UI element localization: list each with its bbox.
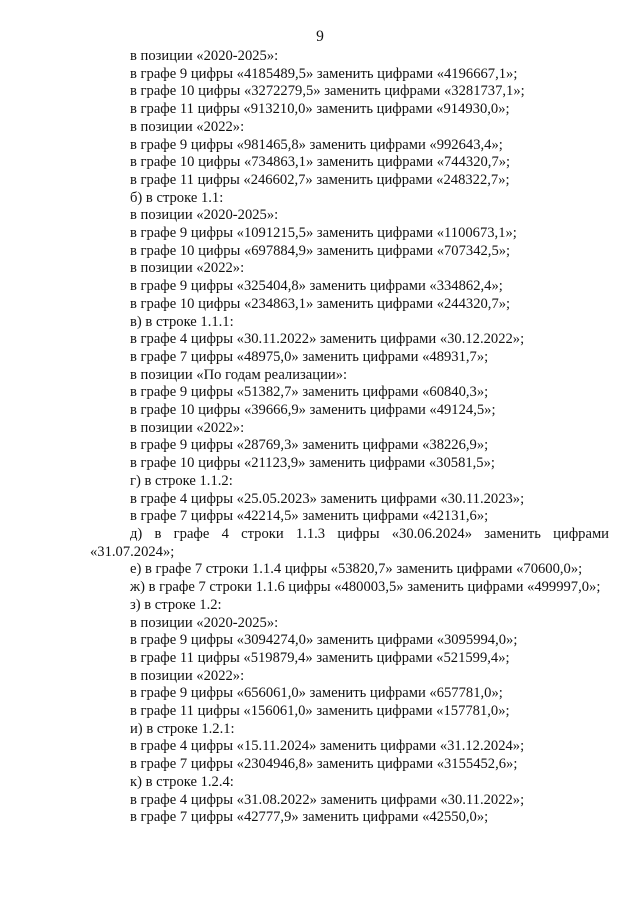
page-number: 9 (316, 28, 324, 45)
text-line: г) в строке 1.1.2: (130, 472, 233, 489)
text-line: в графе 9 цифры «1091215,5» заменить цифрами «1100673,1»; (130, 225, 517, 242)
text-line: в графе 9 цифры «51382,7» заменить цифрами «60840,3»; (130, 384, 489, 401)
text-line: в графе 11 цифры «519879,4» заменить цифрами «521599,4»; (130, 649, 510, 666)
text-line: в позиции «2022»: (130, 419, 245, 436)
text-line: в позиции «2020-2025»: (130, 207, 279, 224)
text-line: е) в графе 7 строки 1.1.4 цифры «53820,7» заменить цифрами «70600,0»; (130, 561, 583, 578)
text-line: в графе 9 цифры «3094274,0» заменить цифрами «3095994,0»; (130, 632, 518, 649)
text-line: в графе 9 цифры «325404,8» заменить цифрами «334862,4»; (130, 278, 503, 295)
text-line: в позиции «2022»: (130, 260, 245, 277)
text-line: в графе 10 цифры «3272279,5» заменить цифрами «3281737,1»; (130, 83, 525, 100)
text-line: в) в строке 1.1.1: (130, 313, 234, 330)
text-line: з) в строке 1.2: (130, 596, 222, 613)
text-line: в графе 10 цифры «697884,9» заменить цифрами «707342,5»; (130, 242, 511, 259)
text-line: и) в строке 1.2.1: (130, 720, 235, 737)
text-line: б) в строке 1.1: (130, 189, 224, 206)
text-line: в графе 7 цифры «42777,9» заменить цифрами «42550,0»; (130, 809, 489, 826)
text-line: в графе 11 цифры «156061,0» заменить цифрами «157781,0»; (130, 703, 510, 720)
text-line: в графе 4 цифры «31.08.2022» заменить цифрами «30.11.2022»; (130, 791, 525, 808)
text-line: в графе 11 цифры «246602,7» заменить цифрами «248322,7»; (130, 171, 510, 188)
text-line: в графе 4 цифры «30.11.2022» заменить цифрами «30.12.2022»; (130, 331, 525, 348)
text-line: в графе 10 цифры «21123,9» заменить цифрами «30581,5»; (130, 455, 495, 472)
text-line: в графе 4 цифры «25.05.2023» заменить цифрами «30.11.2023»; (130, 490, 525, 507)
text-line: в графе 7 цифры «2304946,8» заменить цифрами «3155452,6»; (130, 756, 518, 773)
text-line: в графе 9 цифры «656061,0» заменить цифрами «657781,0»; (130, 685, 503, 702)
text-line: в графе 9 цифры «4185489,5» заменить цифрами «4196667,1»; (130, 65, 518, 82)
text-line: в графе 7 цифры «48975,0» заменить цифрами «48931,7»; (130, 348, 489, 365)
text-paragraph: д) в графе 4 строки 1.1.3 цифры «30.06.2024» заменить цифрами «31.07.2024»; (90, 525, 609, 560)
text-line: в графе 10 цифры «39666,9» заменить цифрами «49124,5»; (130, 402, 496, 419)
text-line: в графе 11 цифры «913210,0» заменить цифрами «914930,0»; (130, 101, 510, 118)
text-line: в графе 10 цифры «234863,1» заменить цифрами «244320,7»; (130, 295, 511, 312)
text-line: в графе 9 цифры «981465,8» заменить цифрами «992643,4»; (130, 136, 503, 153)
text-line: к) в строке 1.2.4: (130, 773, 234, 790)
text-paragraph: ж) в графе 7 строки 1.1.6 цифры «480003,5» заменить цифрами «499997,0»; (130, 579, 601, 596)
text-line: в графе 7 цифры «42214,5» заменить цифрами «42131,6»; (130, 508, 489, 525)
text-line: в графе 4 цифры «15.11.2024» заменить цифрами «31.12.2024»; (130, 738, 525, 755)
text-line: в позиции «2020-2025»: (130, 48, 279, 64)
text-line: в позиции «2022»: (130, 667, 245, 684)
text-line: в позиции «По годам реализации»: (130, 366, 348, 383)
text-line: в графе 9 цифры «28769,3» заменить цифрами «38226,9»; (130, 437, 489, 454)
document-body (90, 48, 609, 827)
text-line: в позиции «2022»: (130, 118, 245, 135)
text-line: в графе 10 цифры «734863,1» заменить цифрами «744320,7»; (130, 154, 511, 171)
text-line: в позиции «2020-2025»: (130, 614, 279, 631)
